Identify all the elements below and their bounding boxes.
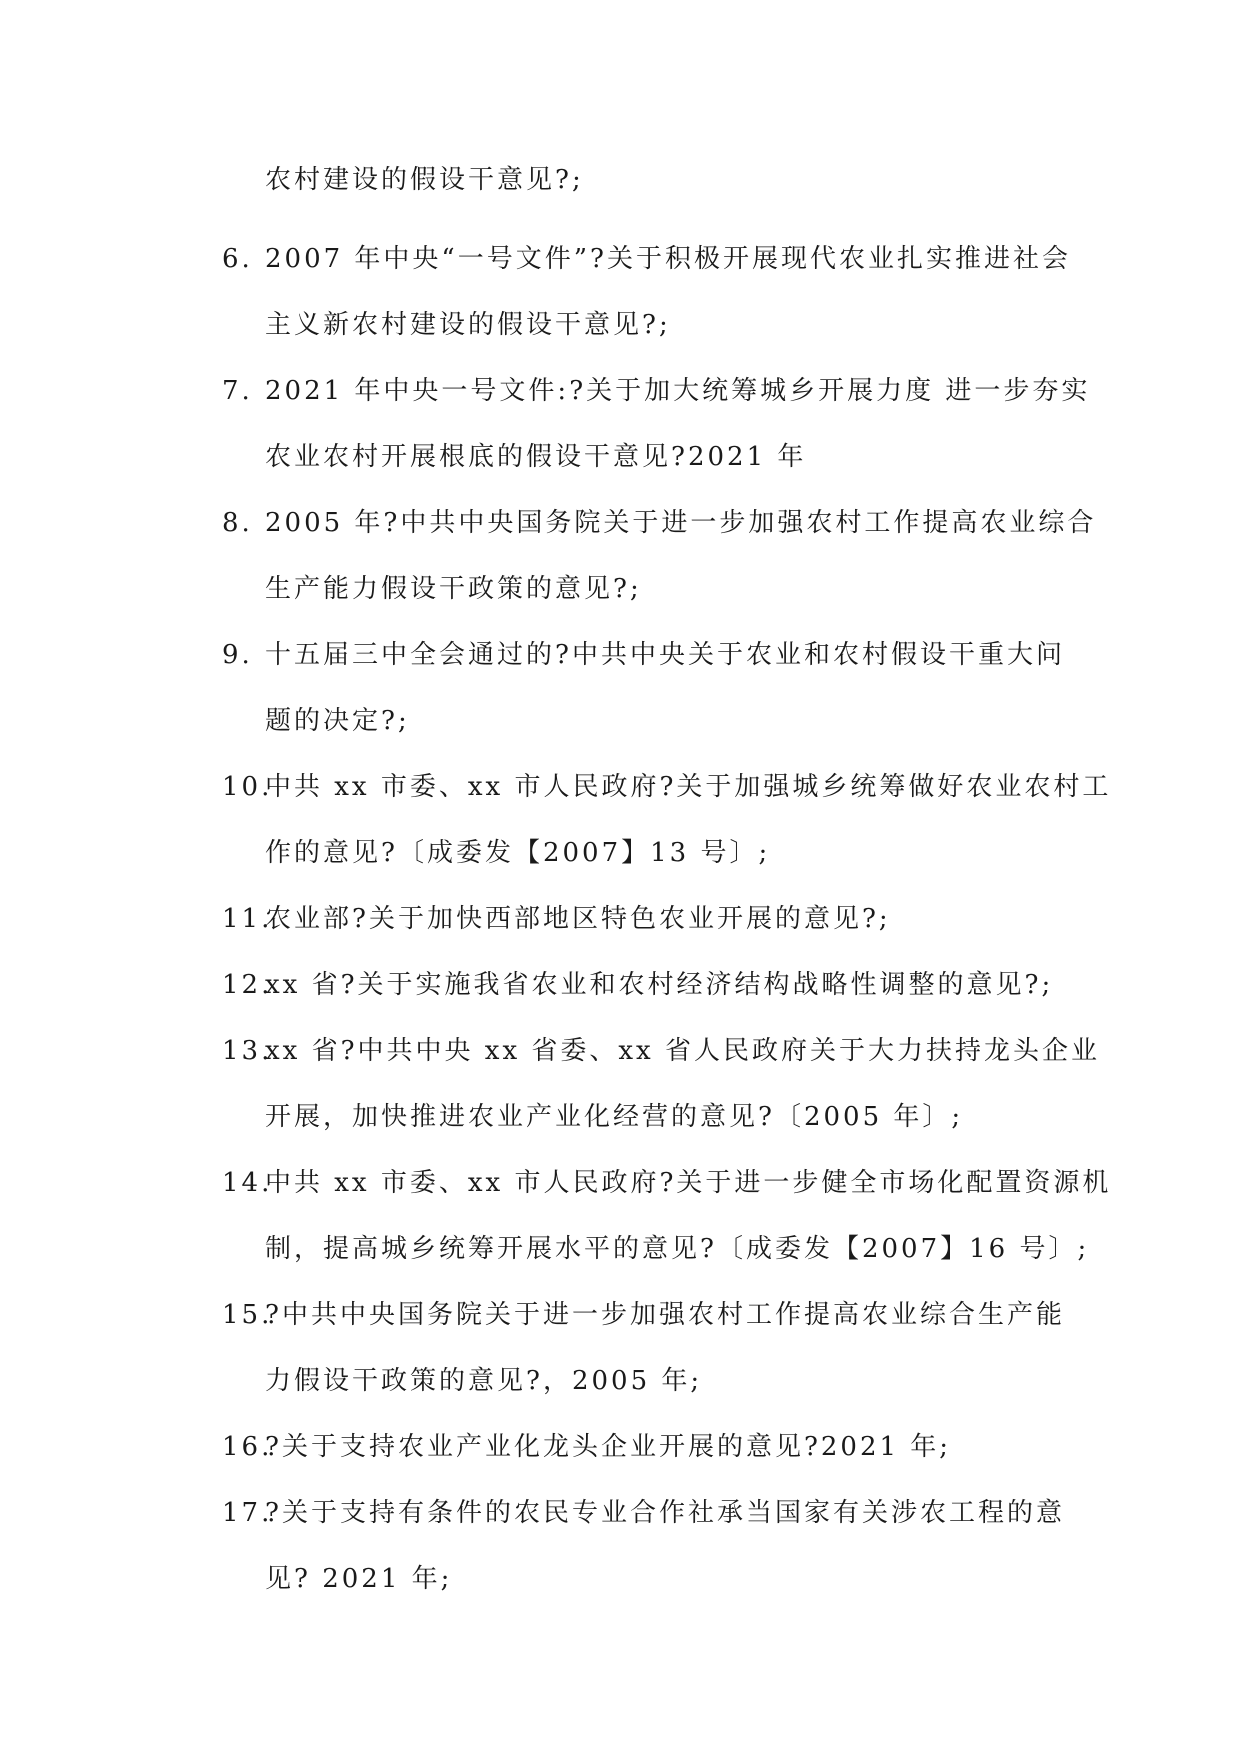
reference-text-line: 制，提高城乡统筹开展水平的意见?〔成委发【2007】16 号〕; bbox=[265, 1234, 1090, 1264]
reference-text-line: xx 省?中共中央 xx 省委、xx 省人民政府关于大力扶持龙头企业 bbox=[265, 1036, 1100, 1066]
reference-text-line: 开展，加快推进农业产业化经营的意见?〔2005 年〕; bbox=[265, 1102, 964, 1132]
reference-number: 8. bbox=[222, 508, 253, 538]
reference-text-line: 十五届三中全会通过的?中共中央关于农业和农村假设干重大问 bbox=[265, 640, 1065, 670]
reference-text-line: 2021 年中央一号文件:?关于加大统筹城乡开展力度 进一步夯实 bbox=[265, 376, 1091, 406]
reference-text-line: 2005 年?中共中央国务院关于进一步加强农村工作提高农业综合 bbox=[265, 508, 1097, 538]
reference-item bbox=[222, 226, 1072, 358]
reference-number: 9. bbox=[222, 640, 253, 670]
reference-text-line: ?中共中央国务院关于进一步加强农村工作提高农业综合生产能 bbox=[265, 1300, 1065, 1330]
reference-text-line: 农业部?关于加快西部地区特色农业开展的意见?; bbox=[265, 904, 891, 934]
reference-number: 10. bbox=[222, 772, 273, 802]
reference-number: 11. bbox=[222, 904, 273, 934]
reference-text-line: 主义新农村建设的假设干意见?; bbox=[265, 310, 671, 340]
reference-text-line: 见? 2021 年; bbox=[265, 1564, 453, 1594]
reference-text-line: ?关于支持有条件的农民专业合作社承当国家有关涉农工程的意 bbox=[265, 1498, 1065, 1528]
continuation-line: 农村建设的假设干意见?; bbox=[265, 165, 584, 195]
reference-text-line: 生产能力假设干政策的意见?; bbox=[265, 574, 642, 604]
reference-text-line: 作的意见?〔成委发【2007】13 号〕; bbox=[265, 838, 771, 868]
reference-text-line: 中共 xx 市委、xx 市人民政府?关于加强城乡统筹做好农业农村工 bbox=[265, 772, 1112, 802]
reference-item bbox=[222, 358, 1091, 490]
reference-item bbox=[222, 886, 1072, 952]
reference-item bbox=[222, 1414, 1072, 1480]
reference-item bbox=[222, 1150, 1112, 1282]
reference-item bbox=[222, 490, 1097, 622]
reference-number: 17. bbox=[222, 1498, 273, 1528]
reference-number: 16. bbox=[222, 1432, 273, 1462]
reference-text-line: 2007 年中央“一号文件”?关于积极开展现代农业扎实推进社会 bbox=[265, 244, 1071, 274]
reference-number: 12. bbox=[222, 970, 273, 1000]
reference-item bbox=[222, 1480, 1072, 1612]
reference-number: 13. bbox=[222, 1036, 273, 1066]
reference-item bbox=[222, 952, 1072, 1018]
reference-number: 15. bbox=[222, 1300, 273, 1330]
reference-text-line: 题的决定?; bbox=[265, 706, 410, 736]
reference-text-line: ?关于支持农业产业化龙头企业开展的意见?2021 年; bbox=[265, 1432, 952, 1462]
reference-item bbox=[222, 1282, 1072, 1414]
reference-item bbox=[222, 622, 1072, 754]
reference-text-line: 农业农村开展根底的假设干意见?2021 年 bbox=[265, 442, 807, 472]
reference-text-line: xx 省?关于实施我省农业和农村经济结构战略性调整的意见?; bbox=[265, 970, 1054, 1000]
reference-number: 6. bbox=[222, 244, 253, 274]
reference-text-line: 力假设干政策的意见?，2005 年; bbox=[265, 1366, 703, 1396]
reference-text-line: 中共 xx 市委、xx 市人民政府?关于进一步健全市场化配置资源机 bbox=[265, 1168, 1112, 1198]
reference-item bbox=[222, 754, 1112, 886]
reference-item bbox=[222, 1018, 1100, 1150]
reference-number: 7. bbox=[222, 376, 253, 406]
reference-list bbox=[222, 226, 1112, 1612]
reference-number: 14. bbox=[222, 1168, 273, 1198]
